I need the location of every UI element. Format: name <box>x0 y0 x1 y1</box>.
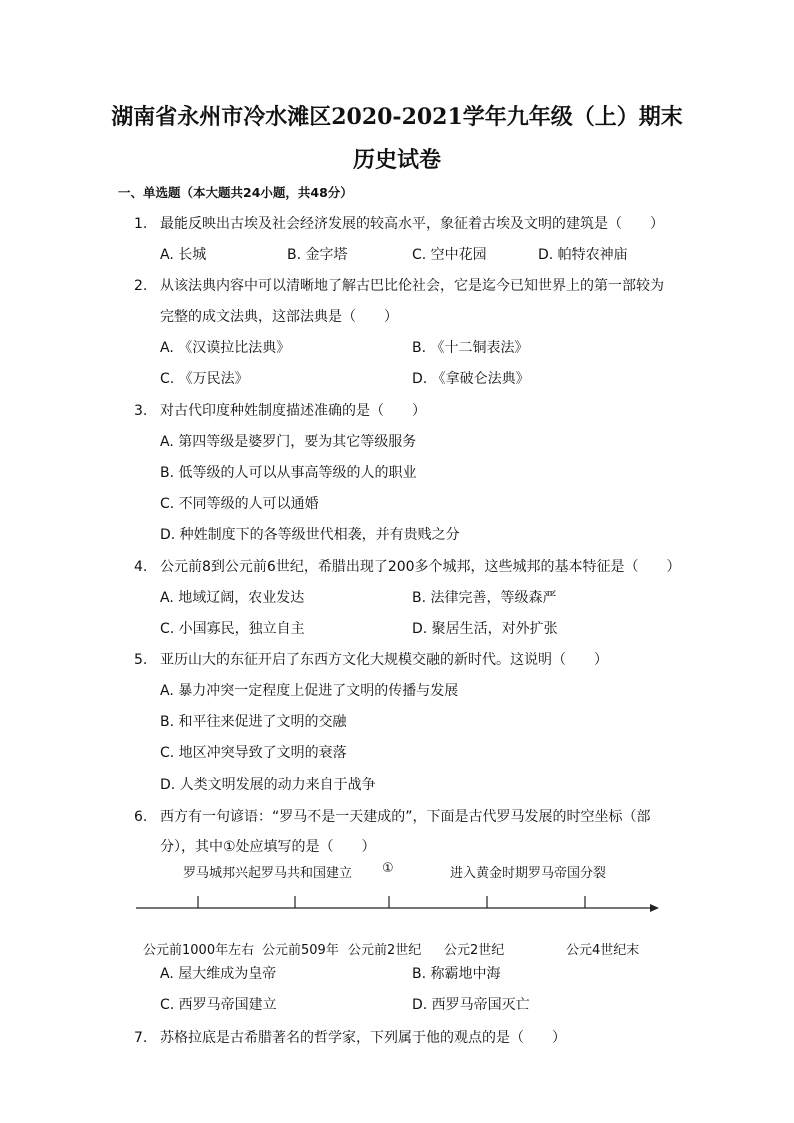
exam-title-line2: 历史试卷 <box>352 147 441 173</box>
question-5: 5. 亚历山大的东征开启了东西方文化大规模交融的新时代。这说明（ ） <box>134 652 608 668</box>
q2-option-c[interactable]: C. 《万民法》 <box>160 371 249 387</box>
timeline-event-4: 进入黄金时期 <box>450 866 529 881</box>
q6-option-c[interactable]: C. 西罗马帝国建立 <box>160 997 277 1013</box>
q6-option-b[interactable]: B. 称霸地中海 <box>412 966 501 982</box>
q2-option-a[interactable]: A. 《汉谟拉比法典》 <box>160 340 291 356</box>
timeline-event-1: 罗马城邦兴起 <box>183 866 262 881</box>
q4-option-b[interactable]: B. 法律完善，等级森严 <box>412 590 557 606</box>
q1-option-d[interactable]: D. 帕特农神庙 <box>538 247 628 263</box>
q4-option-a[interactable]: A. 地域辽阔，农业发达 <box>160 590 305 606</box>
question-2-cont: 完整的成文法典，这部法典是（ ） <box>160 309 398 325</box>
q5-option-b[interactable]: B. 和平往来促进了文明的交融 <box>160 714 347 730</box>
timeline-arrow <box>650 904 659 912</box>
question-2: 2. 从该法典内容中可以清晰地了解古巴比伦社会，它是迄今已知世界上的第一部较为 <box>134 278 664 294</box>
question-7: 7. 苏格拉底是古希腊著名的哲学家，下列属于他的观点的是（ ） <box>134 1030 566 1046</box>
q3-option-a[interactable]: A. 第四等级是婆罗门，要为其它等级服务 <box>160 434 417 450</box>
q3-option-c[interactable]: C. 不同等级的人可以通婚 <box>160 496 319 512</box>
q2-option-d[interactable]: D. 《拿破仑法典》 <box>412 371 530 387</box>
q3-option-d[interactable]: D. 种姓制度下的各等级世代相袭，并有贵贱之分 <box>160 527 460 543</box>
q5-option-c[interactable]: C. 地区冲突导致了文明的衰落 <box>160 745 347 761</box>
question-4: 4. 公元前8到公元前6世纪，希腊出现了200多个城邦，这些城邦的基本特征是（ ） <box>134 559 681 575</box>
question-1: 1. 最能反映出古埃及社会经济发展的较高水平，象征着古埃及文明的建筑是（ ） <box>134 216 664 232</box>
timeline-date-3: 公元前2世纪 <box>348 943 422 958</box>
q2-option-b[interactable]: B. 《十二铜表法》 <box>412 340 529 356</box>
q5-option-a[interactable]: A. 暴力冲突一定程度上促进了文明的传播与发展 <box>160 683 459 699</box>
timeline-event-2: 罗马共和国建立 <box>261 866 353 881</box>
section-heading: 一、单选题（本大题共24小题，共48分） <box>118 185 353 200</box>
question-6-cont: 分），其中①处应填写的是（ ） <box>160 839 376 855</box>
timeline-date-4: 公元2世纪 <box>444 943 505 958</box>
q6-option-d[interactable]: D. 西罗马帝国灭亡 <box>412 997 530 1013</box>
q1-option-b[interactable]: B. 金字塔 <box>287 247 348 263</box>
q6-option-a[interactable]: A. 屋大维成为皇帝 <box>160 966 277 982</box>
timeline-date-1: 公元前1000年左右 <box>143 943 255 958</box>
q3-option-b[interactable]: B. 低等级的人可以从事高等级的人的职业 <box>160 465 417 481</box>
question-6: 6. 西方有一句谚语：“罗马不是一天建成的”，下面是古代罗马发展的时空坐标（部 <box>134 809 651 825</box>
q1-option-c[interactable]: C. 空中花园 <box>412 247 487 263</box>
question-3: 3. 对古代印度种姓制度描述准确的是（ ） <box>134 403 426 419</box>
q1-option-a[interactable]: A. 长城 <box>160 247 207 263</box>
exam-title-line1: 湖南省永州市冷水滩区2020-2021学年九年级（上）期末 <box>111 104 683 130</box>
q4-option-c[interactable]: C. 小国寡民，独立自主 <box>160 621 305 637</box>
timeline-date-2: 公元前509年 <box>262 943 339 958</box>
q4-option-d[interactable]: D. 聚居生活，对外扩张 <box>412 621 558 637</box>
q5-option-d[interactable]: D. 人类文明发展的动力来自于战争 <box>160 777 376 793</box>
timeline-event-3: ① <box>382 861 394 876</box>
timeline-date-5: 公元4世纪末 <box>566 943 640 958</box>
timeline-event-5: 罗马帝国分裂 <box>528 866 607 881</box>
